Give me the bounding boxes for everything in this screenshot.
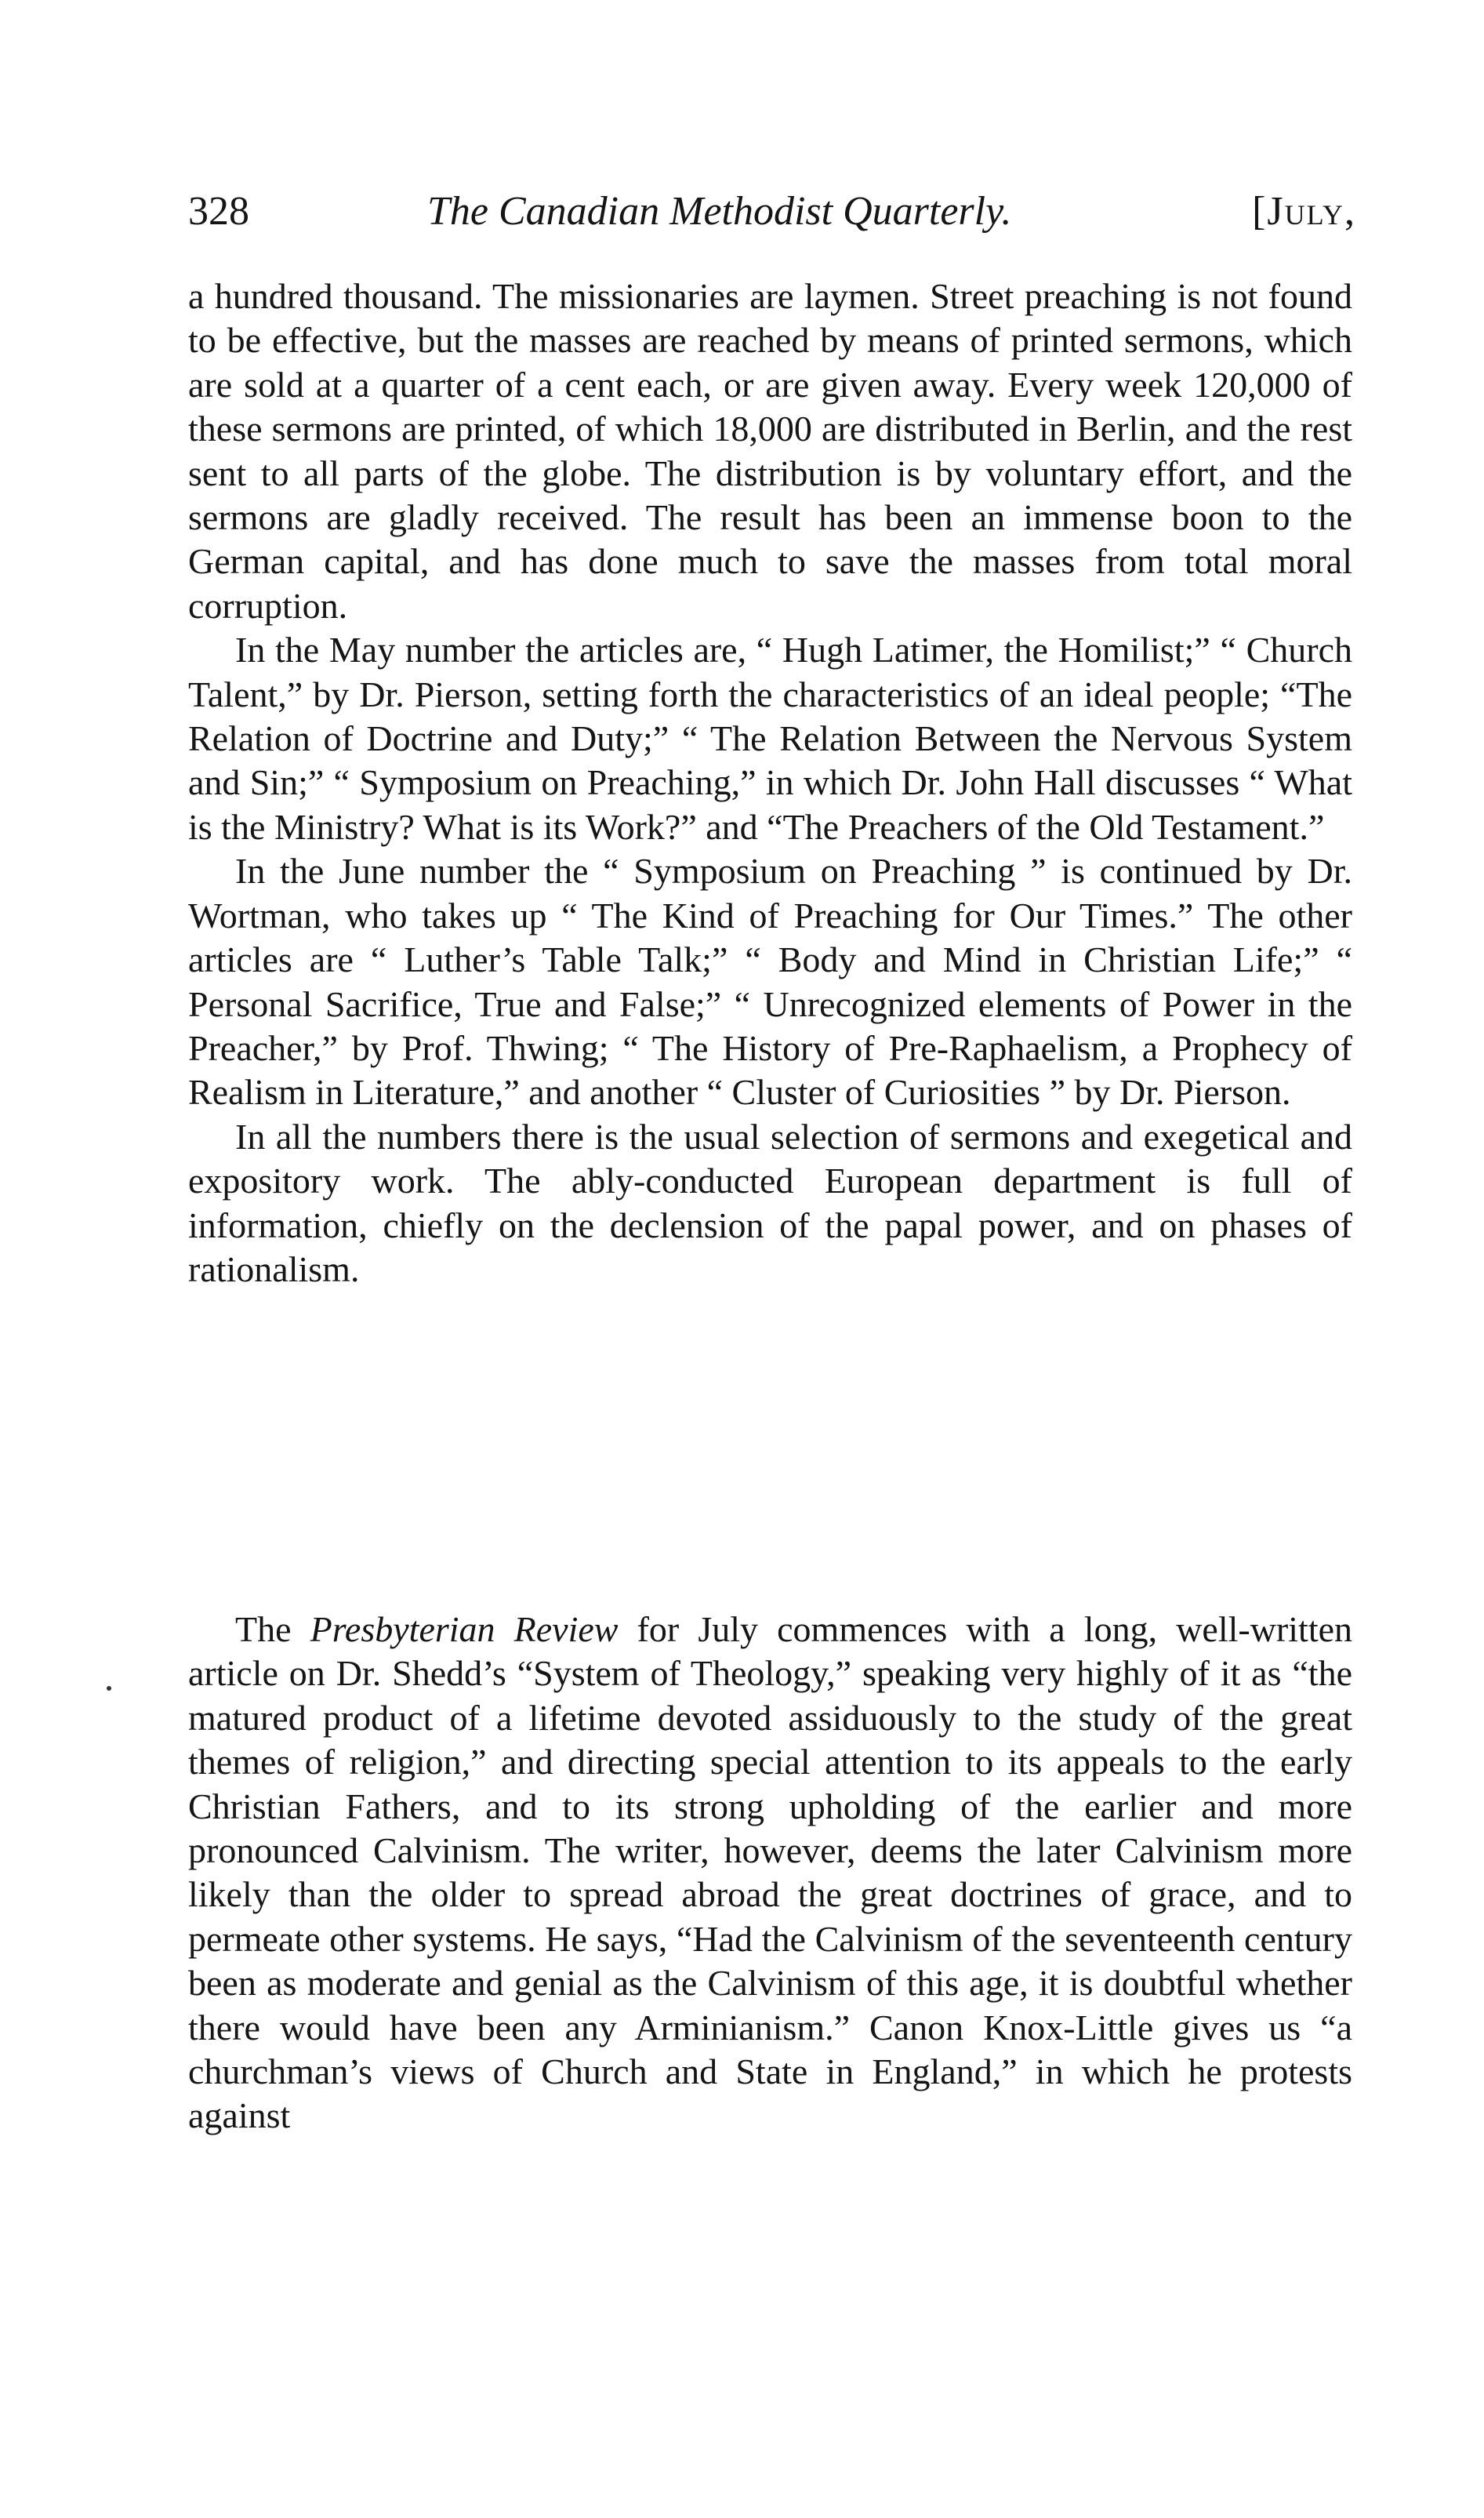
body-text-block [188,274,1352,1292]
running-month: [July, [1252,189,1356,234]
margin-dot [107,1686,111,1691]
paragraph-berlin-sermons: a hundred thousand. The missionaries are laymen. Street preaching is not found to be effective, but the masses are reached by means of printed sermons, which are sold at a quarter of a cent each, or are given away. Every week 120,000 of these sermons are printed, of which 18,000 are distributed in Berlin, and the rest sent to all parts of the globe. The distribution is by voluntary effort, and the sermons are gladly received. The result has been an immense boon to the German capital, and has done much to save the masses from total moral corruption. [188,276,1352,626]
page-number: 328 [188,189,249,234]
page-header [188,188,1356,243]
presbyterian-review-section [188,1608,1352,2138]
paragraph-presbyterian-review [188,1608,1352,2138]
paragraph-may-number: In the May number the articles are, “ Hugh Latimer, the Homilist;” “ Church Talent,” by Dr. Pierson, setting forth the characteristics of an ideal people; “The Relation of Doctrine and Duty;” “ The Relation Between the Nervous System and Sin;” “ Symposium on Preaching,” in which Dr. John Hall discusses “ What is the Ministry? What is its Work?” and “The Preachers of the Old Testament.” [188,630,1352,847]
paragraph-june-number: In the June number the “ Symposium on Preaching ” is continued by Dr. Wortman, who takes up “ The Kind of Preaching for Our Times.” The other articles are “ Luther’s Table Talk;” “ Body and Mind in Christian Life;” “ Personal Sacrifice, True and False;” “ Unrecognized elements of Power in the Preacher,” by Prof. Thwing; “ The History of Pre-Raphaelism, a Prophecy of Realism in Literature,” and another “ Cluster of Curiosities ” by Dr. Pierson. [188,851,1352,1113]
paragraph-all-numbers: In all the numbers there is the usual selection of sermons and exegetical and expository work. The ably-conducted European department is full of information, chiefly on the declension of the papal power, and on phases of rationalism. [188,1116,1352,1289]
paragraph-lead: The [235,1609,310,1649]
journal-title: Presbyterian Review [310,1609,619,1649]
paragraph-rest: for July commences with a long, well-written article on Dr. Shedd’s “System of Theology,” speaking very highly of it as “the matured product of a lifetime devoted assiduously to the study of the great themes of religion,” and directing special attention to its appeals to the early Christian Fathers, and to its strong upholding of the earlier and more pronounced Calvinism. The writer, however, deems the later Calvinism more likely than the older to spread abroad the great doctrines of grace, and to permeate other systems. He says, “Had the Calvinism of the seventeenth century been as moderate and genial as the Calvinism of this age, it is doubtful whether there would have been any Arminianism.” Canon Knox-Little gives us “a churchman’s views of Church and State in England,” in which he protests against [188,1609,1353,2136]
running-title: The Canadian Methodist Quarterly. [427,189,1012,234]
